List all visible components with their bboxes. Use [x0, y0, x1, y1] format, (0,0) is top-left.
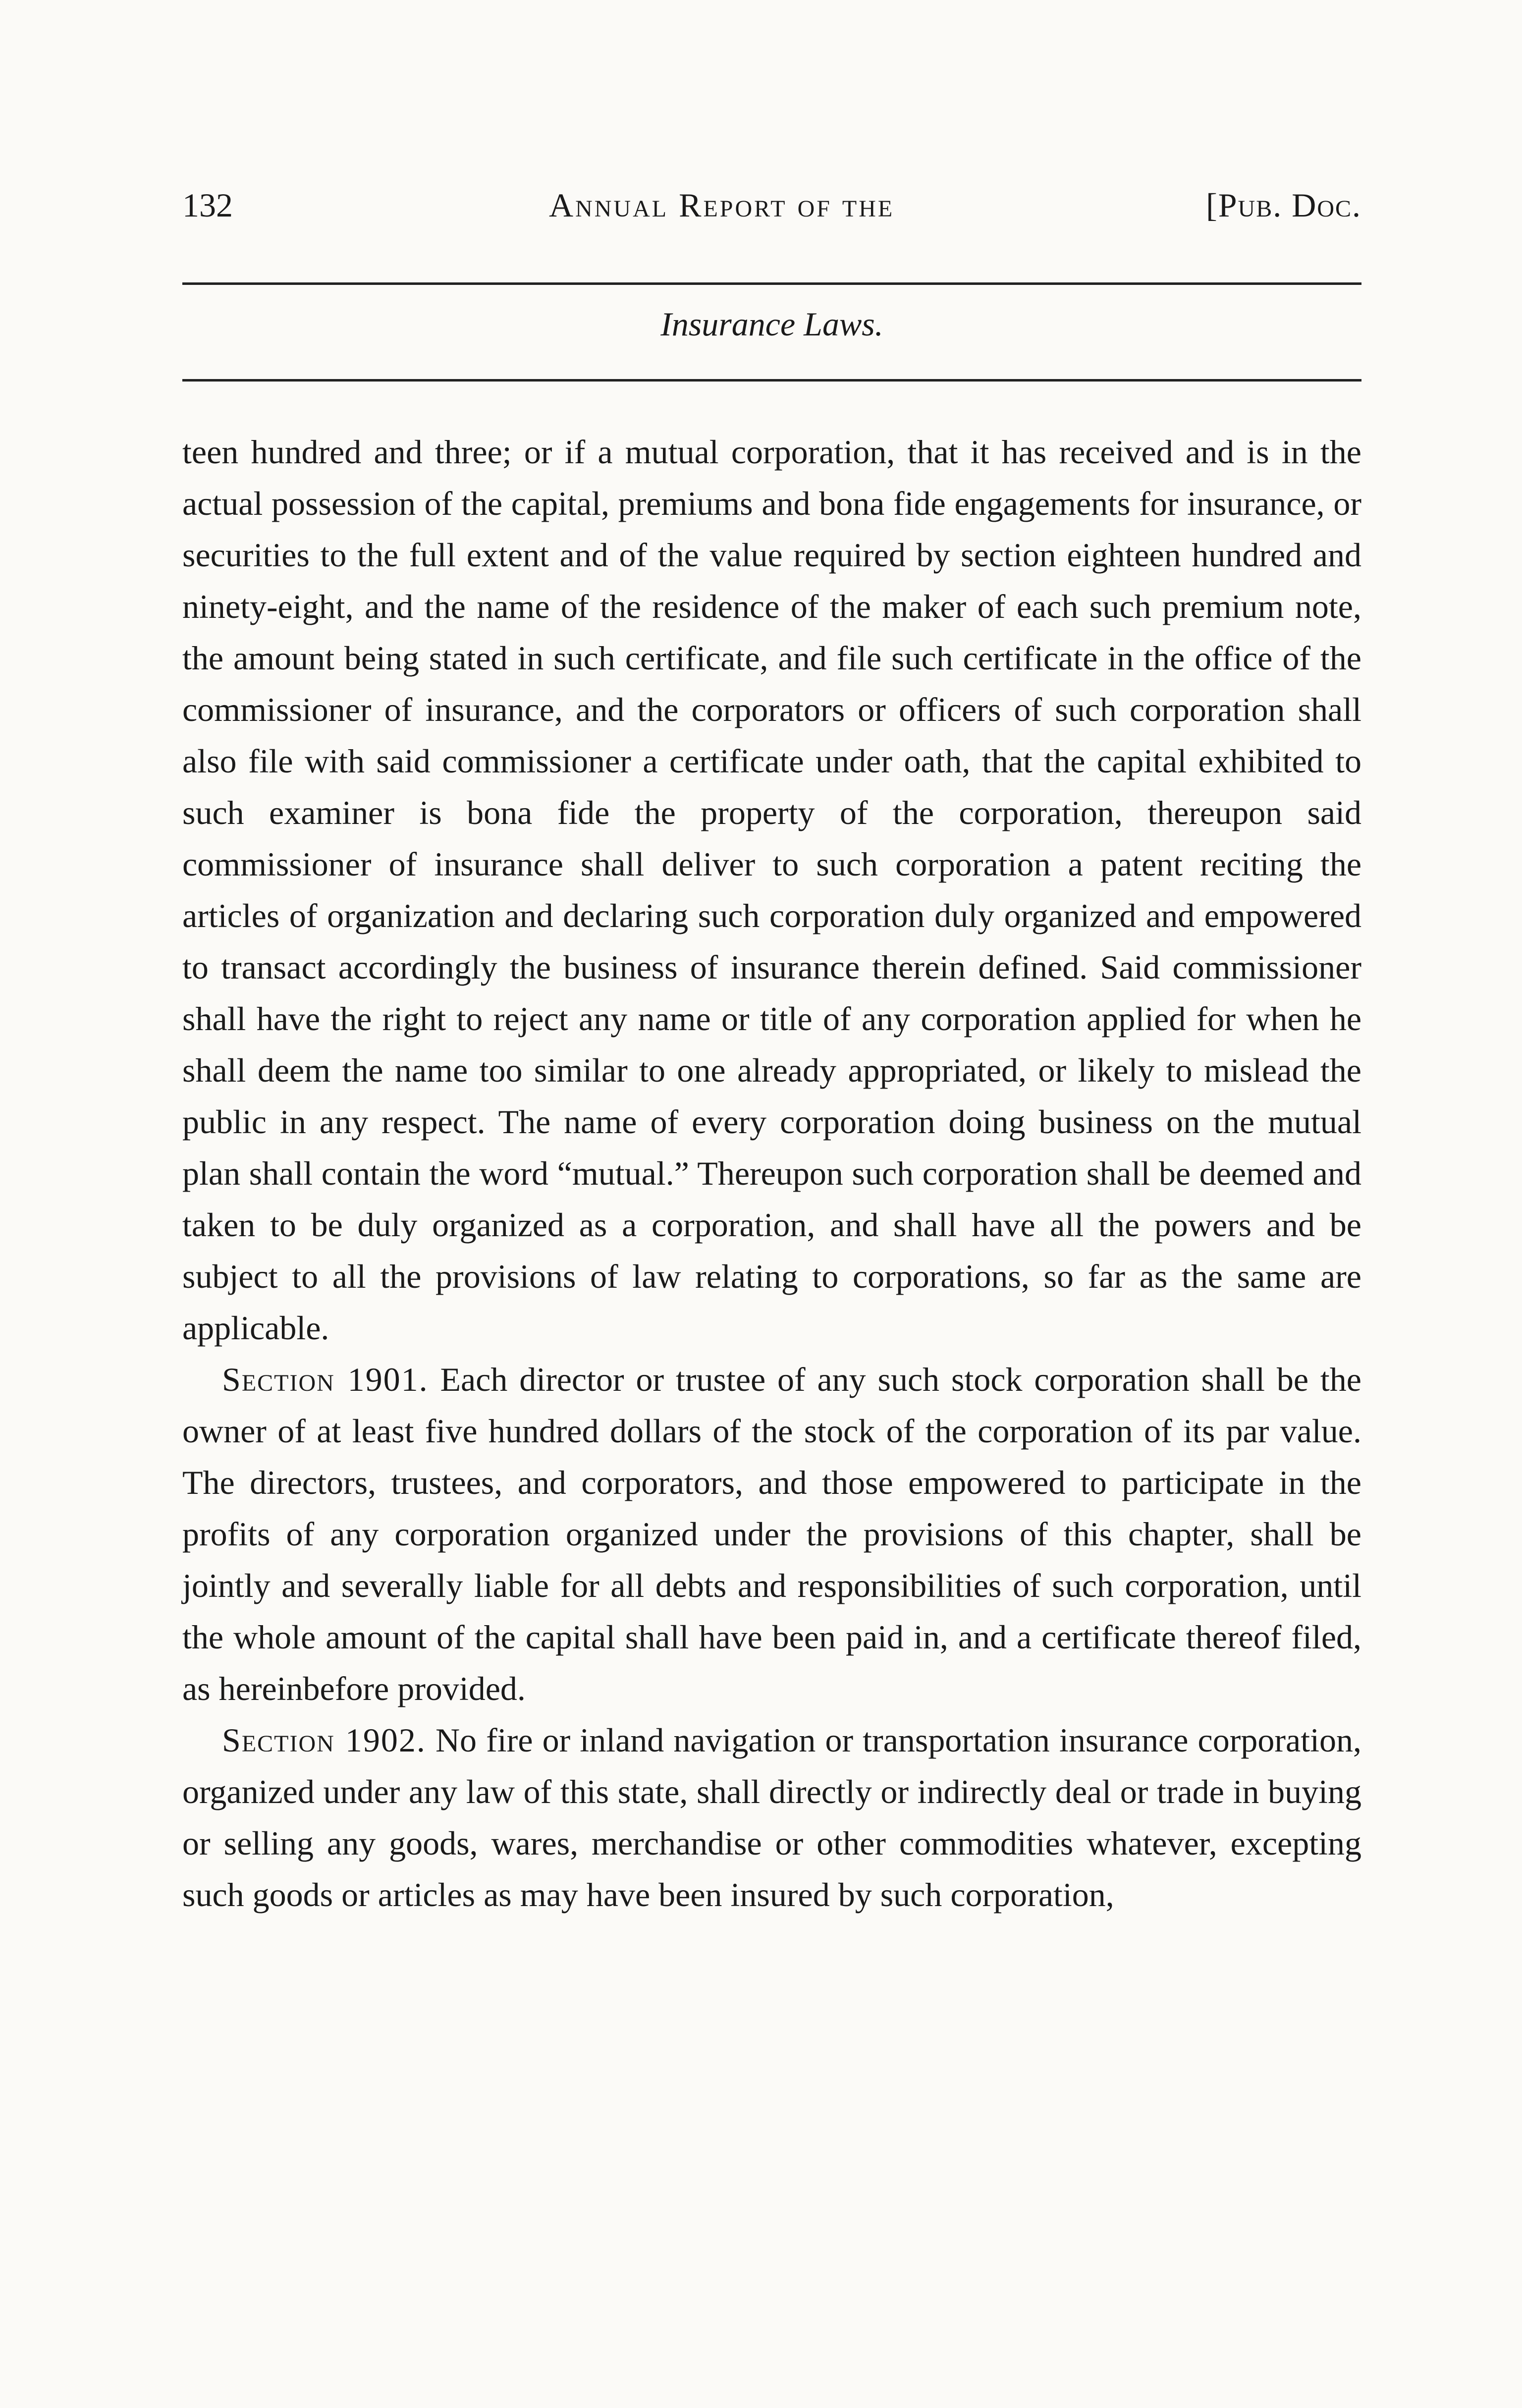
paragraph-text: No fire or inland navigation or transportation insurance corporation, organized under any law of this state, shall directly or indirectly deal or trade in buying or selling any goods, wares, merchandise or other commodities whatever, excepting such goods or articles as may have been insured by such corporation, — [182, 1721, 1361, 1914]
section-title: Insurance Laws. — [660, 305, 883, 343]
header-rule-bottom — [182, 379, 1361, 382]
body-text — [182, 426, 1361, 1920]
section-label: Section 1902. — [222, 1721, 426, 1759]
paragraph-section-1901 — [182, 1354, 1361, 1714]
header-rule-top — [182, 282, 1361, 285]
page-header — [182, 186, 1361, 230]
paragraph-section-1902 — [182, 1714, 1361, 1920]
paragraph-text: Each director or trustee of any such stock corporation shall be the owner of at least five hundred dollars of the stock of the corporation of its par value. The directors, trustees, and corporators, and those empowered to participate in the profits of any corporation organized under the provisions of this chapter, shall be jointly and severally liable for all debts and responsibilities of such corporation, until the whole amount of the capital shall have been paid in, and a certificate thereof filed, as hereinbefore provided. — [182, 1361, 1361, 1707]
doc-label: [Pub. Doc. — [1206, 186, 1361, 224]
section-label: Section 1901. — [222, 1361, 429, 1398]
paragraph-continuation — [182, 426, 1361, 1354]
paragraph-text: teen hundred and three; or if a mutual corporation, that it has received and is in the actual possession of the capital, premiums and bona fide engagements for insurance, or securities to the full extent and of the value required by section eighteen hundred and ninety-eight, and the name of the residence of the maker of each such premium note, the amount being stated in such certificate, and file such certificate in the office of the commissioner of insurance, and the corporators or officers of such corporation shall also file with said commissioner a certificate under oath, that the capital exhibited to such examiner is bona fide the property of the corporation, thereupon said commissioner of insurance shall deliver to such corporation a patent reciting the articles of organization and declaring such corporation duly organized and empowered to transact accordingly the business of insurance therein defined. Said commissioner shall have the right to reject any name or title of any corporation applied for when he shall deem the name too similar to one already appropriated, or likely to mislead the public in any respect. The name of every corporation doing business on the mutual plan shall contain the word “mutual.” Thereupon such corporation shall be deemed and taken to be duly organized as a corporation, and shall have all the powers and be subject to all the provisions of law relating to corporations, so far as the same are applicable. — [182, 433, 1361, 1347]
running-title: Annual Report of the — [549, 186, 895, 224]
page-number: 132 — [182, 186, 233, 224]
